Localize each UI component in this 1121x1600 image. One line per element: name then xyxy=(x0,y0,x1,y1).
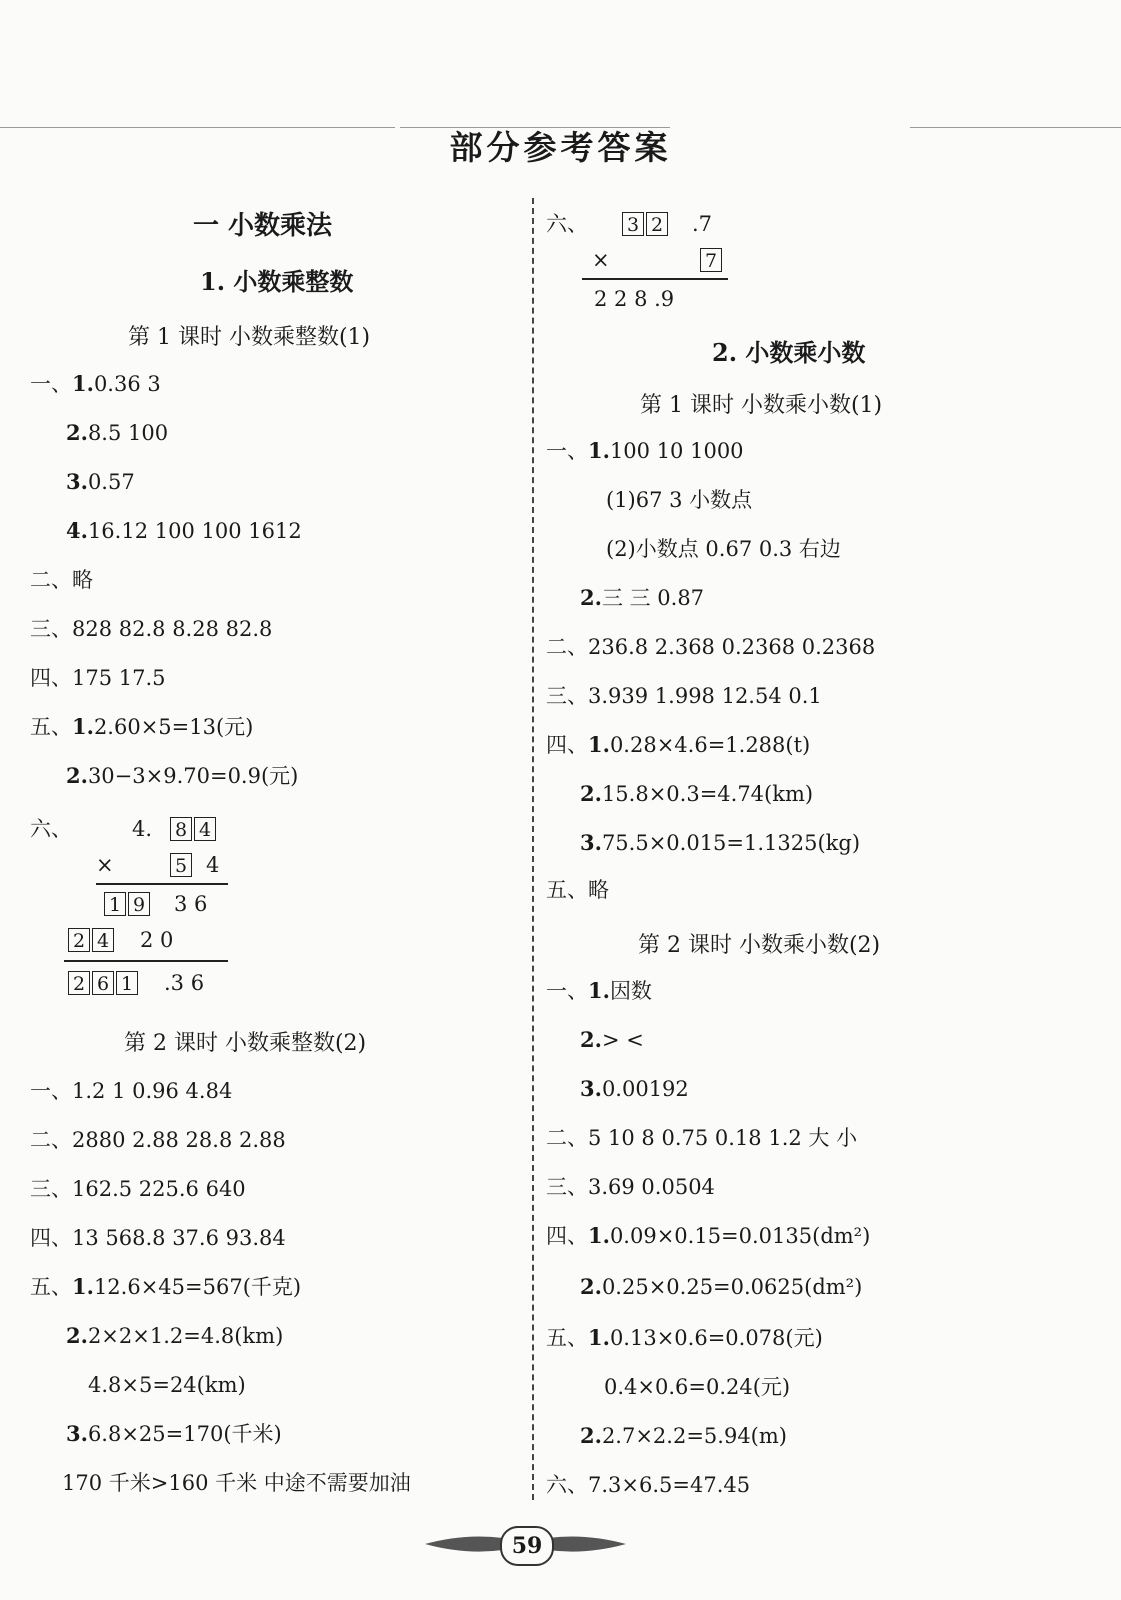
answer-line: 170 千米>160 千米 中途不需要加油 xyxy=(62,1471,411,1495)
answer-line: 2.2×2×1.2=4.8(km) xyxy=(66,1323,284,1348)
unit-heading: 一 小数乘法 xyxy=(193,211,333,241)
mult-digit: .7 xyxy=(692,212,713,236)
answer-line: 三、3.939 1.998 12.54 0.1 xyxy=(546,684,822,708)
answer-line: 一、1.因数 xyxy=(546,978,652,1003)
digit-box: 8 xyxy=(170,817,192,841)
section-heading-2: 2. 小数乘小数 xyxy=(712,338,866,367)
answer-line: 四、13 568.8 37.6 93.84 xyxy=(30,1226,286,1250)
answer-line: 2.> < xyxy=(580,1027,644,1052)
answer-line: 2.2.7×2.2=5.94(m) xyxy=(580,1423,787,1448)
digit-box: 1 xyxy=(104,892,126,916)
digit-box: 9 xyxy=(128,892,150,916)
mult-label: 六、 xyxy=(30,817,72,841)
answer-line: 五、1.2.60×5=13(元) xyxy=(30,714,254,739)
answer-line: 4.8×5=24(km) xyxy=(88,1373,246,1397)
digit-box: 1 xyxy=(116,971,138,995)
answer-line: 五、1.0.13×0.6=0.078(元) xyxy=(546,1325,823,1350)
answer-line: 三、162.5 225.6 640 xyxy=(30,1177,246,1201)
answer-line: 3.75.5×0.015=1.1325(kg) xyxy=(580,830,861,855)
digit-box: 2 xyxy=(68,928,90,952)
page-number: 59 xyxy=(500,1526,554,1566)
digit-box: 2 xyxy=(68,971,90,995)
answer-line: 2.15.8×0.3=4.74(km) xyxy=(580,781,814,806)
footer-wing-right-icon xyxy=(546,1533,626,1555)
mult-digit: 2 0 xyxy=(140,928,174,952)
answer-line: 一、1.0.36 3 xyxy=(30,371,161,396)
mult-digit: 4 xyxy=(206,853,220,877)
times-sign: × xyxy=(592,248,610,272)
answer-line: 三、828 82.8 8.28 82.8 xyxy=(30,617,273,641)
lesson-title-l1: 第 1 课时 小数乘整数(1) xyxy=(128,325,371,350)
mult-boxes xyxy=(622,212,670,236)
lesson-title-l2: 第 2 课时 小数乘整数(2) xyxy=(124,1031,367,1056)
mult-boxes xyxy=(68,928,116,952)
answer-line: 一、1.100 10 1000 xyxy=(546,438,744,463)
answer-line: 三、3.69 0.0504 xyxy=(546,1175,715,1199)
lesson-title-r2: 第 2 课时 小数乘小数(2) xyxy=(638,933,881,958)
digit-box: 4 xyxy=(92,928,114,952)
mult-rule xyxy=(96,883,228,885)
mult-rule xyxy=(582,278,728,280)
mult-digit: 3 6 xyxy=(174,892,208,916)
answer-line: (2)小数点 0.67 0.3 右边 xyxy=(606,537,841,561)
mult-boxes xyxy=(170,817,218,841)
answer-line: 3.0.00192 xyxy=(580,1076,689,1101)
answer-line: 4.16.12 100 100 1612 xyxy=(66,518,302,543)
times-sign: × xyxy=(96,853,114,877)
section-heading-1: 1. 小数乘整数 xyxy=(200,267,354,296)
answer-line: 五、1.12.6×45=567(千克) xyxy=(30,1274,302,1299)
answer-line: (1)67 3 小数点 xyxy=(606,488,753,512)
answer-line: 3.6.8×25=170(千米) xyxy=(66,1421,282,1446)
mult-rule xyxy=(64,960,228,962)
mult-boxes xyxy=(700,248,724,272)
answer-line: 五、略 xyxy=(546,878,609,902)
digit-box: 6 xyxy=(92,971,114,995)
answer-line: 0.4×0.6=0.24(元) xyxy=(604,1375,791,1399)
footer-wing-left-icon xyxy=(425,1533,505,1555)
digit-box: 3 xyxy=(622,212,644,236)
answer-line: 二、2880 2.88 28.8 2.88 xyxy=(30,1128,286,1152)
digit-box: 4 xyxy=(194,817,216,841)
answer-line: 四、1.0.09×0.15=0.0135(dm²) xyxy=(546,1223,871,1248)
mult-boxes xyxy=(68,971,140,995)
answer-line: 六、7.3×6.5=47.45 xyxy=(546,1473,751,1497)
answer-line: 四、1.0.28×4.6=1.288(t) xyxy=(546,732,811,757)
mult-digit: 4. xyxy=(132,817,153,841)
answer-line: 二、略 xyxy=(30,568,93,592)
answer-line: 二、236.8 2.368 0.2368 0.2368 xyxy=(546,635,876,659)
mult-boxes xyxy=(170,853,194,877)
answer-line: 2.0.25×0.25=0.0625(dm²) xyxy=(580,1274,863,1299)
mult-boxes xyxy=(104,892,152,916)
digit-box: 5 xyxy=(170,853,192,877)
mult-digit: .3 6 xyxy=(164,971,205,995)
answer-line: 2.30−3×9.70=0.9(元) xyxy=(66,763,299,788)
digit-box: 7 xyxy=(700,248,722,272)
lesson-title-r1: 第 1 课时 小数乘小数(1) xyxy=(640,393,883,418)
mult-label: 六、 xyxy=(546,212,588,236)
answer-line: 3.0.57 xyxy=(66,469,135,494)
answer-line: 2.8.5 100 xyxy=(66,420,169,445)
answer-line: 二、5 10 8 0.75 0.18 1.2 大 小 xyxy=(546,1126,858,1150)
digit-box: 2 xyxy=(646,212,668,236)
answer-line: 2.三 三 0.87 xyxy=(580,585,705,610)
column-divider xyxy=(532,198,534,1500)
page-title: 部分参考答案 xyxy=(449,128,672,167)
mult-result: 2 2 8 .9 xyxy=(594,287,675,311)
answer-line: 一、1.2 1 0.96 4.84 xyxy=(30,1079,233,1103)
answer-line: 四、175 17.5 xyxy=(30,666,166,690)
